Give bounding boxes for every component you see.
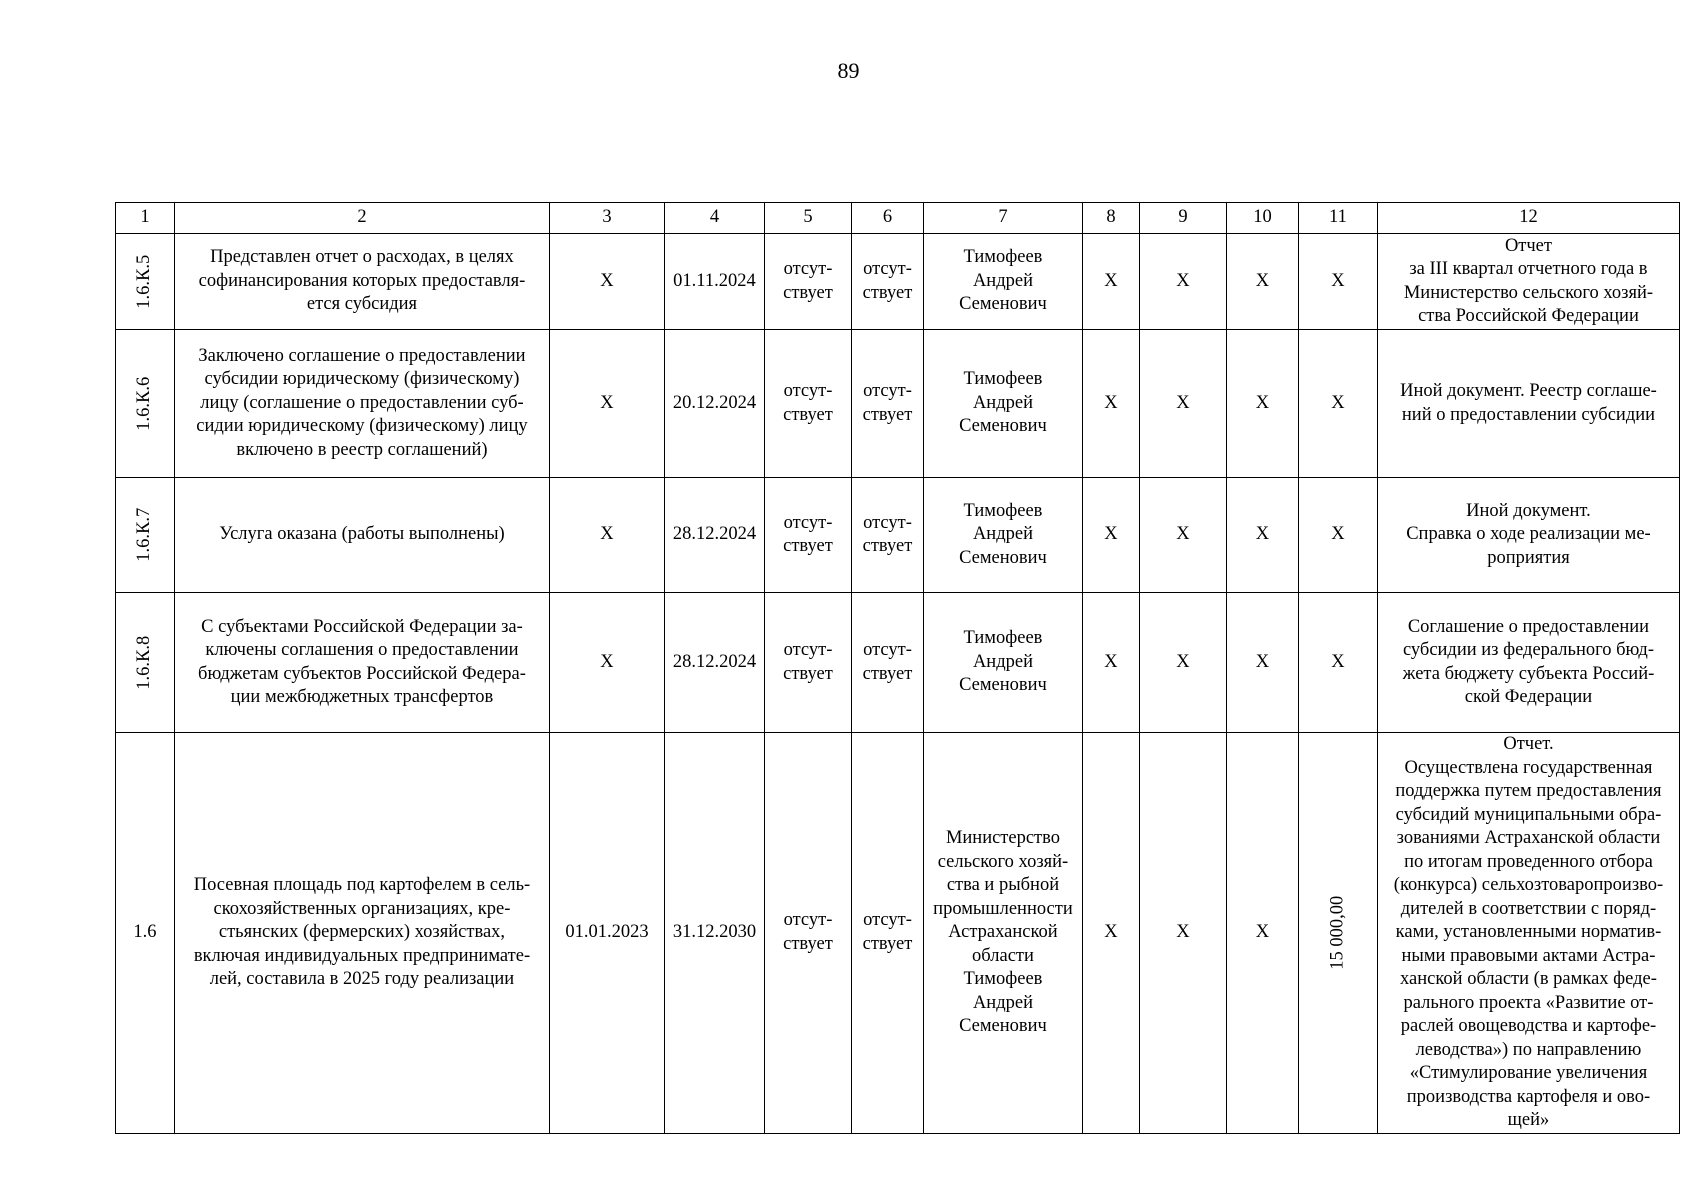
start-value: Х xyxy=(600,524,614,545)
document-line: по итогам проведенного отбора xyxy=(1404,851,1653,872)
responsible-line: Семенович xyxy=(959,1016,1047,1036)
col6-cell xyxy=(851,234,923,330)
document-line: роприятия xyxy=(1487,547,1570,568)
col6-cell xyxy=(851,330,923,478)
c11-value: Х xyxy=(1331,651,1345,672)
col6-text-line: отсут- xyxy=(863,381,912,401)
description-line: лей, составила в 2025 году реализации xyxy=(209,969,515,989)
document-line: «Стимулирование увеличения xyxy=(1409,1063,1648,1083)
start-value: 01.01.2023 xyxy=(565,922,649,942)
responsible-line: Тимофеев xyxy=(963,500,1043,521)
c11-value: 15 000,00 xyxy=(1327,895,1348,970)
document-cell xyxy=(1377,478,1679,593)
description-cell xyxy=(174,330,549,478)
c10-cell xyxy=(1226,330,1298,478)
responsible-line: области xyxy=(972,945,1034,966)
col5-text-line: отсут- xyxy=(783,640,833,660)
responsible-line: Андрей xyxy=(972,524,1033,545)
c8-value: Х xyxy=(1104,922,1118,942)
col6-text xyxy=(854,639,921,686)
date-value: 31.12.2030 xyxy=(672,922,757,942)
document-line: Соглашение о предоставлении xyxy=(1407,616,1650,637)
document xyxy=(1380,616,1677,710)
c9-value: Х xyxy=(1176,392,1190,413)
col6-text-line: ствует xyxy=(862,536,913,556)
col6-text xyxy=(854,380,921,427)
col5-cell xyxy=(764,478,851,593)
c10-cell xyxy=(1226,478,1298,593)
c11-cell xyxy=(1298,478,1377,593)
row-id: 1.6.К.7 xyxy=(134,508,155,562)
document-line: Иной документ. Реестр соглаше- xyxy=(1400,381,1657,401)
column-header: 3 xyxy=(549,203,664,234)
description xyxy=(177,345,547,463)
document-line: дителей в соответствии с поряд- xyxy=(1400,898,1657,919)
date-cell xyxy=(664,593,764,733)
responsible-cell xyxy=(923,478,1082,593)
start-cell xyxy=(549,330,664,478)
col6-text-line: отсут- xyxy=(863,259,912,279)
c8-cell xyxy=(1082,733,1139,1134)
description-line: Представлен отчет о расходах, в целях xyxy=(210,247,514,268)
document-line: раслей овощеводства и картофе- xyxy=(1400,1016,1657,1036)
col6-text xyxy=(854,909,921,956)
c11-value: Х xyxy=(1331,392,1345,413)
document-line: ний о предоставлении субсидии xyxy=(1401,404,1656,425)
column-header: 7 xyxy=(923,203,1082,234)
document-cell xyxy=(1377,234,1679,330)
row-id-cell xyxy=(116,478,175,593)
document-line: ками, установленными норматив- xyxy=(1395,922,1662,942)
col5-text-line: отсут- xyxy=(783,259,833,279)
description xyxy=(177,523,547,547)
description-line: сидии юридическому (физическому) лицу xyxy=(196,416,528,437)
document-line: поддержка путем предоставления xyxy=(1395,781,1662,801)
responsible-line: Тимофеев xyxy=(963,369,1043,390)
column-header: 6 xyxy=(851,203,923,234)
responsible-line: Андрей xyxy=(972,651,1033,672)
row-id-cell xyxy=(116,330,175,478)
date-cell xyxy=(664,234,764,330)
c10-cell xyxy=(1226,234,1298,330)
responsible xyxy=(926,627,1080,698)
responsible-line: Министерство xyxy=(945,828,1060,848)
document-cell xyxy=(1377,593,1679,733)
responsible-line: Тимофеев xyxy=(963,247,1043,268)
start-cell xyxy=(549,478,664,593)
c9-cell xyxy=(1139,593,1226,733)
col6-text xyxy=(854,512,921,559)
c9-cell xyxy=(1139,234,1226,330)
c10-value: Х xyxy=(1255,392,1270,413)
col6-text-line: отсут- xyxy=(863,910,912,931)
responsible-cell xyxy=(923,330,1082,478)
responsible-line: Тимофеев xyxy=(963,969,1043,989)
c11-cell xyxy=(1298,733,1377,1134)
description xyxy=(177,874,547,992)
responsible-line: Андрей xyxy=(972,992,1033,1013)
description-line: включено в реестр соглашений) xyxy=(236,439,488,460)
start-value: Х xyxy=(600,392,614,413)
responsible-line: Тимофеев xyxy=(963,628,1043,649)
description-line: стьянских (фермерских) хозяйствах, xyxy=(218,922,506,942)
column-header: 2 xyxy=(174,203,549,234)
responsible-line: Семенович xyxy=(959,294,1047,315)
document-line: Осуществлена государственная xyxy=(1404,757,1653,778)
date-value: 28.12.2024 xyxy=(672,651,757,672)
col5-text xyxy=(767,258,849,305)
start-cell xyxy=(549,234,664,330)
table-row xyxy=(116,234,1680,330)
col5-text-line: ствует xyxy=(783,663,833,684)
description-cell xyxy=(174,733,549,1134)
c8-cell xyxy=(1082,593,1139,733)
table-row xyxy=(116,593,1680,733)
responsible-cell xyxy=(923,234,1082,330)
description-line: субсидии юридическому (физическому) xyxy=(204,369,520,390)
start-value: Х xyxy=(600,651,614,672)
col5-text-line: ствует xyxy=(783,282,833,303)
col5-cell xyxy=(764,330,851,478)
c9-value: Х xyxy=(1176,922,1190,942)
document-cell xyxy=(1377,733,1679,1134)
c9-cell xyxy=(1139,478,1226,593)
document-line: ской Федерации xyxy=(1464,687,1593,707)
responsible xyxy=(926,500,1080,571)
date-value: 20.12.2024 xyxy=(672,392,757,413)
responsible-line: ства и рыбной xyxy=(946,875,1060,895)
responsible-line: Астраханской xyxy=(948,922,1058,942)
col5-text-line: отсут- xyxy=(783,910,833,931)
col5-text xyxy=(767,512,849,559)
c11-value: Х xyxy=(1331,270,1345,291)
column-header: 5 xyxy=(764,203,851,234)
document-line: жета бюджету субъекта Россий- xyxy=(1402,663,1655,684)
date-value: 01.11.2024 xyxy=(673,270,756,291)
col5-text xyxy=(767,909,849,956)
document-line: рального проекта «Развитие от- xyxy=(1403,992,1654,1013)
date-cell xyxy=(664,330,764,478)
c9-value: Х xyxy=(1176,270,1190,291)
header-row xyxy=(116,203,1680,234)
start-cell xyxy=(549,733,664,1134)
c9-cell xyxy=(1139,330,1226,478)
responsible xyxy=(926,246,1080,317)
c8-value: Х xyxy=(1104,270,1118,291)
col5-text-line: отсут- xyxy=(783,512,833,533)
responsible-cell xyxy=(923,733,1082,1134)
description-line: включая индивидуальных предпринимате- xyxy=(193,945,531,966)
date-cell xyxy=(664,478,764,593)
document-line: леводства») по направлению xyxy=(1415,1039,1642,1060)
description-cell xyxy=(174,234,549,330)
row-id-cell xyxy=(116,593,175,733)
description-line: софинансирования которых предоставля- xyxy=(198,270,526,291)
responsible-line: Андрей xyxy=(972,270,1033,291)
document xyxy=(1380,733,1677,1133)
c10-value: Х xyxy=(1255,651,1270,672)
c9-cell xyxy=(1139,733,1226,1134)
document-line: субсидии из федерального бюд- xyxy=(1402,640,1654,660)
column-header: 4 xyxy=(664,203,764,234)
c10-value: Х xyxy=(1255,270,1270,291)
document-line: производства картофеля и ово- xyxy=(1406,1086,1651,1107)
col6-text-line: ствует xyxy=(862,404,913,425)
column-header: 9 xyxy=(1139,203,1226,234)
column-header: 1 xyxy=(116,203,175,234)
col6-cell xyxy=(851,593,923,733)
report-table xyxy=(115,202,1680,1134)
row-id: 1.6.К.6 xyxy=(134,376,155,431)
row-id: 1.6.К.8 xyxy=(134,635,155,690)
col5-cell xyxy=(764,593,851,733)
description-line: скохозяйственных организациях, кре- xyxy=(213,898,511,919)
col5-text xyxy=(767,380,849,427)
c8-cell xyxy=(1082,330,1139,478)
table-row xyxy=(116,733,1680,1134)
document xyxy=(1380,380,1677,427)
description-line: лицу (соглашение о предоставлении суб- xyxy=(200,392,524,413)
col6-text-line: ствует xyxy=(862,933,913,954)
col5-text-line: отсут- xyxy=(783,381,833,401)
col5-cell xyxy=(764,234,851,330)
c11-cell xyxy=(1298,234,1377,330)
c10-value: Х xyxy=(1255,524,1270,545)
date-cell xyxy=(664,733,764,1134)
column-header: 8 xyxy=(1082,203,1139,234)
c11-value: Х xyxy=(1331,524,1345,545)
c10-cell xyxy=(1226,733,1298,1134)
description-line: ключены соглашения о предоставлении xyxy=(205,640,519,660)
c11-cell xyxy=(1298,330,1377,478)
description-line: С субъектами Российской Федерации за- xyxy=(201,616,523,637)
document xyxy=(1380,235,1677,329)
col6-text-line: ствует xyxy=(862,663,913,684)
description-line: Услуга оказана (работы выполнены) xyxy=(219,524,505,545)
responsible-cell xyxy=(923,593,1082,733)
column-header: 12 xyxy=(1377,203,1679,234)
document-line: ханской области (в рамках феде- xyxy=(1400,969,1657,989)
document-line: Отчет. xyxy=(1503,734,1554,754)
description-line: Посевная площадь под картофелем в сель- xyxy=(193,875,531,895)
document-line: ными правовыми актами Астра- xyxy=(1401,945,1656,966)
document-line: зованиями Астраханской области xyxy=(1396,828,1661,848)
document-line: за III квартал отчетного года в xyxy=(1409,259,1648,279)
c10-value: Х xyxy=(1255,922,1270,942)
description-line: Заключено соглашение о предоставлении xyxy=(198,345,526,366)
col5-text xyxy=(767,639,849,686)
description-cell xyxy=(174,593,549,733)
document-line: щей» xyxy=(1507,1110,1550,1130)
row-id: 1.6.К.5 xyxy=(134,254,155,309)
col6-cell xyxy=(851,733,923,1134)
col5-cell xyxy=(764,733,851,1134)
table-row xyxy=(116,330,1680,478)
row-id-cell xyxy=(116,234,175,330)
responsible xyxy=(926,368,1080,439)
row-id: 1.6 xyxy=(133,922,157,942)
c11-cell xyxy=(1298,593,1377,733)
col6-text-line: отсут- xyxy=(863,512,912,533)
description-line: ции межбюджетных трансфертов xyxy=(230,687,494,707)
responsible-line: Семенович xyxy=(959,416,1047,437)
c8-value: Х xyxy=(1104,392,1118,413)
page-number: 89 xyxy=(837,58,860,83)
date-value: 28.12.2024 xyxy=(672,524,757,545)
col6-text-line: отсут- xyxy=(863,640,912,660)
document-line: Иной документ. xyxy=(1466,500,1591,521)
c8-value: Х xyxy=(1104,651,1118,672)
description xyxy=(177,616,547,710)
responsible-line: сельского хозяй- xyxy=(937,851,1069,872)
document xyxy=(1380,500,1677,571)
col5-text-line: ствует xyxy=(783,536,833,556)
description-line: ется субсидия xyxy=(306,294,418,315)
col6-cell xyxy=(851,478,923,593)
document-line: субсидий муниципальными обра- xyxy=(1395,804,1662,825)
start-cell xyxy=(549,593,664,733)
document-cell xyxy=(1377,330,1679,478)
document-line: Отчет xyxy=(1504,235,1552,256)
column-header: 11 xyxy=(1298,203,1377,234)
description xyxy=(177,246,547,317)
responsible-line: Семенович xyxy=(959,675,1047,696)
document-line: ства Российской Федерации xyxy=(1418,306,1639,326)
responsible-line: Андрей xyxy=(972,392,1033,413)
table-body xyxy=(116,234,1680,1134)
col5-text-line: ствует xyxy=(783,933,833,954)
c8-cell xyxy=(1082,478,1139,593)
c8-value: Х xyxy=(1104,524,1118,545)
row-id-cell xyxy=(116,733,175,1134)
responsible-line: Семенович xyxy=(959,547,1047,568)
c8-cell xyxy=(1082,234,1139,330)
c9-value: Х xyxy=(1176,524,1190,545)
responsible-line: промышленности xyxy=(933,898,1073,919)
c10-cell xyxy=(1226,593,1298,733)
description-line: бюджетам субъектов Российской Федера- xyxy=(198,663,526,684)
col5-text-line: ствует xyxy=(783,404,833,425)
responsible xyxy=(926,827,1080,1039)
table-row xyxy=(116,478,1680,593)
column-header: 10 xyxy=(1226,203,1298,234)
col6-text-line: ствует xyxy=(862,282,913,303)
col6-text xyxy=(854,258,921,305)
document-line: Справка о ходе реализации ме- xyxy=(1406,524,1651,545)
document-line: (конкурса) сельхозтоваропроизво- xyxy=(1393,875,1664,895)
document-line: Министерство сельского хозяй- xyxy=(1403,282,1654,303)
description-cell xyxy=(174,478,549,593)
c9-value: Х xyxy=(1176,651,1190,672)
start-value: Х xyxy=(600,270,614,291)
